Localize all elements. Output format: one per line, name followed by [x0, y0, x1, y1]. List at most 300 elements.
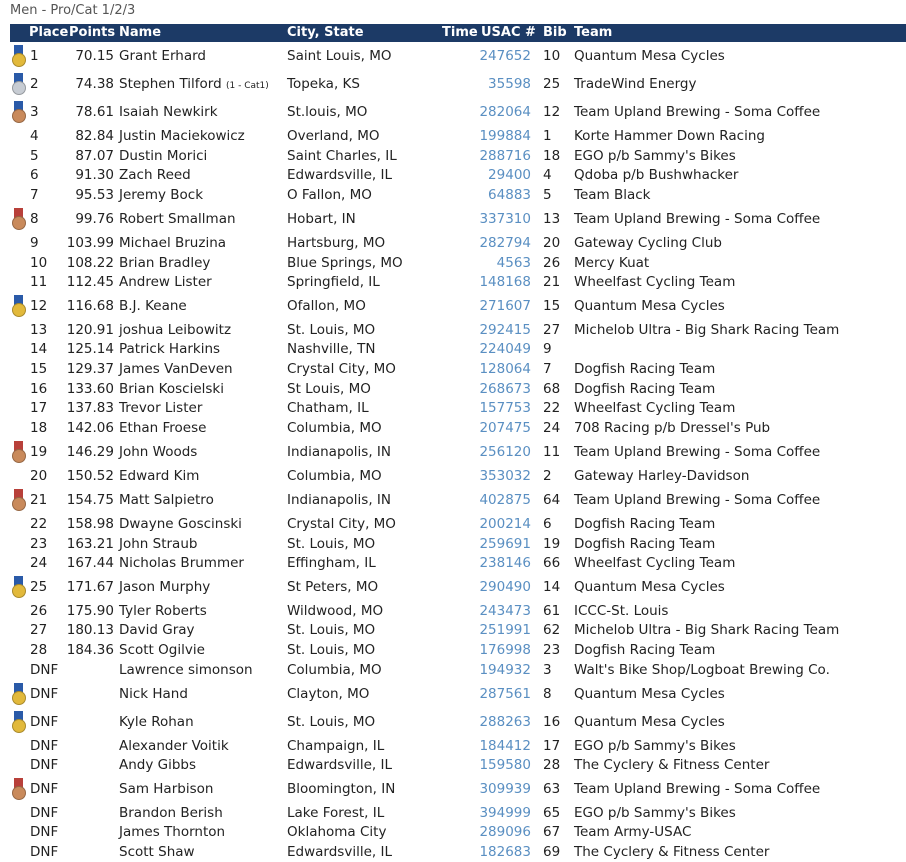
place-cell: 4	[30, 128, 39, 144]
name-cell: James VanDeven	[119, 361, 233, 377]
name-cell: Andrew Lister	[119, 274, 212, 290]
bib-cell: 17	[543, 737, 561, 754]
table-row	[10, 660, 906, 680]
bib-cell: 23	[543, 642, 561, 658]
name-cell: Jason Murphy	[119, 579, 211, 595]
city-cell: Crystal City, MO	[287, 516, 396, 532]
table-row	[10, 680, 906, 708]
place-cell: DNF	[30, 737, 59, 754]
name-cell: Michael Bruzina	[119, 235, 227, 251]
place-cell: 16	[30, 380, 48, 397]
name-cell: Lawrence simonson	[119, 662, 253, 678]
table-row	[10, 803, 906, 822]
table-row	[10, 320, 906, 339]
table-row	[10, 253, 906, 272]
city-cell: Ofallon, MO	[287, 298, 366, 314]
header-team[interactable]: Team	[574, 25, 613, 40]
place-cell: 8	[30, 211, 39, 227]
points-cell: 154.75	[66, 492, 114, 508]
table-row	[10, 438, 906, 466]
team-cell: The Cyclery & Fitness Center	[574, 844, 770, 860]
table-row	[10, 185, 906, 205]
table-row	[10, 601, 906, 620]
name-cell: Stephen Tilford (1 - Cat1)	[119, 76, 269, 92]
city-cell: Blue Springs, MO	[287, 254, 403, 271]
place-cell: DNF	[30, 714, 59, 730]
place-cell: 17	[30, 400, 48, 416]
table-row	[10, 736, 906, 755]
header-points[interactable]: Points	[69, 25, 116, 40]
bib-cell: 69	[543, 844, 561, 860]
points-cell: 180.13	[66, 622, 114, 638]
bib-cell: 27	[543, 321, 561, 338]
name-cell: Robert Smallman	[119, 211, 236, 227]
team-cell: Team Army-USAC	[574, 824, 692, 840]
table-row	[10, 233, 906, 253]
usac-link[interactable]: 182683	[479, 844, 531, 860]
name-cell: Justin Maciekowicz	[119, 128, 245, 144]
table-row	[10, 292, 906, 320]
city-cell: Bloomington, IN	[287, 781, 396, 797]
place-cell: 1	[30, 48, 39, 64]
city-cell: Saint Charles, IL	[287, 147, 397, 164]
name-cell: Edward Kim	[119, 468, 200, 484]
city-cell: Effingham, IL	[287, 555, 376, 571]
place-cell: 24	[30, 555, 48, 571]
usac-link[interactable]: 224049	[479, 341, 531, 357]
city-cell: Lake Forest, IL	[287, 804, 385, 821]
usac-link[interactable]: 290490	[479, 579, 531, 595]
name-cell: Nick Hand	[119, 686, 188, 702]
bib-cell: 1	[543, 128, 552, 144]
place-cell: 10	[30, 254, 48, 271]
name-cell: Dustin Morici	[119, 147, 208, 164]
city-cell: Edwardsville, IL	[287, 844, 392, 860]
place-cell: 18	[30, 420, 48, 436]
bib-cell: 68	[543, 380, 561, 397]
usac-link[interactable]: 29400	[488, 167, 531, 183]
table-row	[10, 822, 906, 842]
place-cell: 27	[30, 622, 48, 638]
points-cell: 78.61	[75, 104, 114, 120]
city-cell: Wildwood, MO	[287, 602, 384, 619]
city-cell: St. Louis, MO	[287, 321, 376, 338]
points-cell: 129.37	[66, 361, 114, 377]
city-cell: Nashville, TN	[287, 341, 376, 357]
city-cell: Clayton, MO	[287, 686, 370, 702]
name-cell: Grant Erhard	[119, 48, 206, 64]
place-cell: 11	[30, 274, 48, 290]
team-cell: Walt's Bike Shop/Logboat Brewing Co.	[574, 662, 830, 678]
place-cell: 25	[30, 579, 48, 595]
place-cell: 15	[30, 361, 48, 377]
usac-link[interactable]: 238146	[479, 555, 531, 571]
name-cell: Andy Gibbs	[119, 757, 197, 773]
table-row	[10, 842, 906, 862]
city-cell: Saint Louis, MO	[287, 48, 392, 64]
usac-link[interactable]: 159580	[479, 757, 531, 773]
city-cell: Indianapolis, IN	[287, 444, 391, 460]
results-caption: Men - Pro/Cat 1/2/3	[10, 3, 136, 18]
place-cell: 6	[30, 167, 39, 183]
bib-cell: 3	[543, 662, 552, 678]
points-cell: 95.53	[75, 187, 114, 203]
bib-cell: 10	[543, 48, 561, 64]
name-cell: David Gray	[119, 622, 195, 638]
city-cell: Champaign, IL	[287, 737, 385, 754]
team-cell: Team Upland Brewing - Soma Coffee	[574, 104, 821, 120]
table-row	[10, 146, 906, 165]
usac-link[interactable]: 157753	[479, 400, 531, 416]
team-cell: EGO p/b Sammy's Bikes	[574, 147, 736, 164]
team-gold-medal-icon	[11, 295, 26, 317]
usac-link[interactable]: 282794	[479, 235, 531, 251]
points-cell: 112.45	[66, 274, 114, 290]
usac-link[interactable]: 353032	[479, 468, 531, 484]
usac-link[interactable]: 271607	[479, 298, 531, 314]
points-cell: 91.30	[75, 167, 114, 183]
team-cell: Dogfish Racing Team	[574, 380, 716, 397]
team-bronze-medal-icon	[11, 489, 26, 511]
table-row	[10, 205, 906, 233]
points-cell: 150.52	[66, 468, 114, 484]
team-cell: EGO p/b Sammy's Bikes	[574, 804, 736, 821]
results-table	[10, 24, 906, 862]
team-cell: Gateway Harley-Davidson	[574, 468, 750, 484]
team-cell: Quantum Mesa Cycles	[574, 579, 725, 595]
bib-cell: 21	[543, 274, 561, 290]
team-cell: Quantum Mesa Cycles	[574, 714, 725, 730]
table-row	[10, 398, 906, 418]
usac-link[interactable]: 176998	[479, 642, 531, 658]
usac-link[interactable]: 35598	[488, 76, 531, 92]
table-row	[10, 466, 906, 486]
bib-cell: 22	[543, 400, 561, 416]
team-cell: Michelob Ultra - Big Shark Racing Team	[574, 321, 840, 338]
bib-cell: 19	[543, 535, 561, 552]
usac-link[interactable]: 184412	[479, 737, 531, 754]
header-place[interactable]: Place	[29, 25, 69, 40]
name-cell: Patrick Harkins	[119, 341, 221, 357]
header-city[interactable]: City, State	[287, 25, 364, 40]
city-cell: Crystal City, MO	[287, 361, 396, 377]
usac-link[interactable]: 288716	[479, 147, 531, 164]
place-cell: 13	[30, 321, 48, 338]
usac-link[interactable]: 207475	[479, 420, 531, 436]
city-cell: St. Louis, MO	[287, 642, 376, 658]
city-cell: Edwardsville, IL	[287, 757, 392, 773]
team-cell: Team Upland Brewing - Soma Coffee	[574, 781, 821, 797]
points-cell: 120.91	[66, 321, 114, 338]
usac-link[interactable]: 194932	[479, 662, 531, 678]
city-cell: St. Louis, MO	[287, 714, 376, 730]
points-cell: 158.98	[66, 516, 114, 532]
team-cell: TradeWind Energy	[574, 76, 697, 92]
points-cell: 108.22	[66, 254, 114, 271]
team-cell: Team Upland Brewing - Soma Coffee	[574, 444, 821, 460]
table-row	[10, 418, 906, 438]
bib-cell: 15	[543, 298, 561, 314]
bib-cell: 13	[543, 211, 561, 227]
place-cell: 3	[30, 104, 39, 120]
usac-link[interactable]: 394999	[479, 804, 531, 821]
city-cell: Overland, MO	[287, 128, 380, 144]
usac-link[interactable]: 200214	[479, 516, 531, 532]
usac-link[interactable]: 268673	[479, 380, 531, 397]
silver-medal-icon	[11, 73, 26, 95]
bib-cell: 12	[543, 104, 561, 120]
place-cell: DNF	[30, 844, 59, 860]
table-row	[10, 272, 906, 292]
place-cell: 21	[30, 492, 48, 508]
points-cell: 137.83	[66, 400, 114, 416]
usac-link[interactable]: 256120	[479, 444, 531, 460]
team-cell: Qdoba p/b Bushwhacker	[574, 167, 739, 183]
city-cell: Chatham, IL	[287, 400, 369, 416]
bib-cell: 63	[543, 781, 561, 797]
bib-cell: 9	[543, 341, 552, 357]
bib-cell: 28	[543, 757, 561, 773]
usac-link[interactable]: 282064	[479, 104, 531, 120]
usac-link[interactable]: 251991	[479, 622, 531, 638]
bib-cell: 16	[543, 714, 561, 730]
points-cell: 74.38	[75, 76, 114, 92]
table-row	[10, 339, 906, 359]
points-cell: 87.07	[75, 147, 114, 164]
team-gold-medal-icon	[11, 711, 26, 733]
usac-link[interactable]: 337310	[479, 211, 531, 227]
city-cell: St Louis, MO	[287, 380, 371, 397]
name-cell: Matt Salpietro	[119, 492, 214, 508]
bib-cell: 5	[543, 187, 552, 203]
place-cell: 22	[30, 516, 48, 532]
table-row	[10, 70, 906, 98]
points-cell: 171.67	[66, 579, 114, 595]
place-cell: DNF	[30, 781, 59, 797]
place-cell: 7	[30, 187, 39, 203]
points-cell: 116.68	[66, 298, 114, 314]
city-cell: O Fallon, MO	[287, 187, 372, 203]
team-bronze-medal-icon	[11, 441, 26, 463]
team-bronze-medal-icon	[11, 778, 26, 800]
city-cell: Oklahoma City	[287, 824, 387, 840]
team-bronze-medal-icon	[11, 208, 26, 230]
bib-cell: 61	[543, 602, 561, 619]
usac-link[interactable]: 243473	[479, 602, 531, 619]
bronze-medal-icon	[11, 101, 26, 123]
table-row	[10, 165, 906, 185]
city-cell: Columbia, MO	[287, 420, 382, 436]
table-row	[10, 620, 906, 640]
team-cell: Dogfish Racing Team	[574, 642, 716, 658]
usac-link[interactable]: 309939	[479, 781, 531, 797]
usac-link[interactable]: 128064	[479, 361, 531, 377]
place-cell: 12	[30, 298, 48, 314]
points-cell: 99.76	[75, 211, 114, 227]
usac-link[interactable]: 64883	[488, 187, 531, 203]
bib-cell: 65	[543, 804, 561, 821]
points-cell: 163.21	[66, 535, 114, 552]
place-cell: DNF	[30, 824, 59, 840]
points-cell: 70.15	[75, 48, 114, 64]
usac-link[interactable]: 199884	[479, 128, 531, 144]
header-usac[interactable]: USAC #	[481, 25, 536, 40]
place-cell: 5	[30, 147, 39, 164]
place-cell: 20	[30, 468, 48, 484]
city-cell: Topeka, KS	[287, 76, 360, 92]
bib-cell: 11	[543, 444, 561, 460]
city-cell: St.louis, MO	[287, 104, 368, 120]
team-cell: ICCC-St. Louis	[574, 602, 669, 619]
table-row	[10, 534, 906, 553]
bib-cell: 8	[543, 686, 552, 702]
place-cell: 23	[30, 535, 48, 552]
team-cell: Dogfish Racing Team	[574, 535, 716, 552]
header-time[interactable]: Time	[442, 25, 478, 40]
team-gold-medal-icon	[11, 576, 26, 598]
table-row	[10, 514, 906, 534]
name-cell: Kyle Rohan	[119, 714, 194, 730]
team-cell: Team Upland Brewing - Soma Coffee	[574, 211, 821, 227]
name-cell: Scott Shaw	[119, 844, 195, 860]
place-cell: 28	[30, 642, 48, 658]
table-row	[10, 755, 906, 775]
points-cell: 146.29	[66, 444, 114, 460]
name-cell: Dwayne Goscinski	[119, 516, 242, 532]
bib-cell: 64	[543, 492, 561, 508]
header-bib[interactable]: Bib	[543, 25, 567, 40]
name-cell: James Thornton	[119, 824, 226, 840]
name-cell: Tyler Roberts	[119, 602, 207, 619]
city-cell: Hartsburg, MO	[287, 235, 386, 251]
team-cell: 708 Racing p/b Dressel's Pub	[574, 420, 771, 436]
bib-cell: 4	[543, 167, 552, 183]
name-cell: John Straub	[119, 535, 198, 552]
usac-link[interactable]: 288263	[479, 714, 531, 730]
table-row	[10, 553, 906, 573]
team-cell: Team Upland Brewing - Soma Coffee	[574, 492, 821, 508]
city-cell: Columbia, MO	[287, 468, 382, 484]
city-cell: Columbia, MO	[287, 662, 382, 678]
name-cell: Scott Ogilvie	[119, 642, 205, 658]
bib-cell: 25	[543, 76, 561, 92]
city-cell: Edwardsville, IL	[287, 167, 392, 183]
points-cell: 103.99	[66, 235, 114, 251]
city-cell: Springfield, IL	[287, 274, 380, 290]
team-cell: Wheelfast Cycling Team	[574, 400, 736, 416]
bib-cell: 20	[543, 235, 561, 251]
place-cell: 9	[30, 235, 39, 251]
team-cell: Dogfish Racing Team	[574, 361, 716, 377]
name-cell: Nicholas Brummer	[119, 555, 244, 571]
table-row	[10, 775, 906, 803]
usac-link[interactable]: 4563	[496, 254, 531, 271]
name-cell: Brian Koscielski	[119, 380, 224, 397]
team-gold-medal-icon	[11, 683, 26, 705]
category-note: (1 - Cat1)	[225, 81, 269, 91]
bib-cell: 2	[543, 468, 552, 484]
name-cell: Brian Bradley	[119, 254, 211, 271]
team-cell: Gateway Cycling Club	[574, 235, 722, 251]
place-cell: 26	[30, 602, 48, 619]
points-cell: 82.84	[75, 128, 114, 144]
city-cell: St Peters, MO	[287, 579, 379, 595]
points-cell: 167.44	[66, 555, 114, 571]
city-cell: Indianapolis, IN	[287, 492, 391, 508]
points-cell: 184.36	[66, 642, 114, 658]
name-cell: Zach Reed	[119, 167, 191, 183]
team-cell: The Cyclery & Fitness Center	[574, 757, 770, 773]
name-cell: joshua Leibowitz	[119, 321, 232, 338]
name-cell: Alexander Voitik	[119, 737, 229, 754]
gold-medal-icon	[11, 45, 26, 67]
bib-cell: 7	[543, 361, 552, 377]
team-cell: Wheelfast Cycling Team	[574, 555, 736, 571]
table-row	[10, 98, 906, 126]
points-cell: 175.90	[66, 602, 114, 619]
usac-link[interactable]: 289096	[479, 824, 531, 840]
team-cell: Quantum Mesa Cycles	[574, 48, 725, 64]
bib-cell: 67	[543, 824, 561, 840]
bib-cell: 26	[543, 254, 561, 271]
team-cell: Mercy Kuat	[574, 254, 650, 271]
name-cell: Jeremy Bock	[119, 187, 204, 203]
name-cell: Ethan Froese	[119, 420, 207, 436]
usac-link[interactable]: 292415	[479, 321, 531, 338]
points-cell: 125.14	[66, 341, 114, 357]
name-cell: John Woods	[119, 444, 198, 460]
city-cell: Hobart, IN	[287, 211, 356, 227]
bib-cell: 66	[543, 555, 561, 571]
bib-cell: 18	[543, 147, 561, 164]
table-row	[10, 126, 906, 146]
usac-link[interactable]: 287561	[479, 686, 531, 702]
team-cell: EGO p/b Sammy's Bikes	[574, 737, 736, 754]
usac-link[interactable]: 402875	[479, 492, 531, 508]
place-cell: 14	[30, 341, 48, 357]
city-cell: St. Louis, MO	[287, 535, 376, 552]
place-cell: DNF	[30, 686, 59, 702]
table-row	[10, 42, 906, 70]
usac-link[interactable]: 259691	[479, 535, 531, 552]
bib-cell: 24	[543, 420, 561, 436]
usac-link[interactable]: 247652	[479, 48, 531, 64]
name-cell: Isaiah Newkirk	[119, 104, 218, 120]
table-row	[10, 708, 906, 736]
bib-cell: 6	[543, 516, 552, 532]
table-body	[10, 42, 906, 862]
name-cell: Brandon Berish	[119, 804, 223, 821]
name-cell: B.J. Keane	[119, 298, 187, 314]
points-cell: 142.06	[66, 420, 114, 436]
team-cell: Dogfish Racing Team	[574, 516, 716, 532]
city-cell: St. Louis, MO	[287, 622, 376, 638]
team-cell: Korte Hammer Down Racing	[574, 128, 765, 144]
place-cell: DNF	[30, 804, 59, 821]
bib-cell: 14	[543, 579, 561, 595]
bib-cell: 62	[543, 622, 561, 638]
team-cell: Quantum Mesa Cycles	[574, 686, 725, 702]
table-row	[10, 359, 906, 379]
place-cell: DNF	[30, 662, 59, 678]
table-row	[10, 640, 906, 660]
place-cell: 2	[30, 76, 39, 92]
name-cell: Sam Harbison	[119, 781, 214, 797]
header-name[interactable]: Name	[119, 25, 162, 40]
usac-link[interactable]: 148168	[479, 274, 531, 290]
team-cell: Michelob Ultra - Big Shark Racing Team	[574, 622, 840, 638]
points-cell: 133.60	[66, 380, 114, 397]
